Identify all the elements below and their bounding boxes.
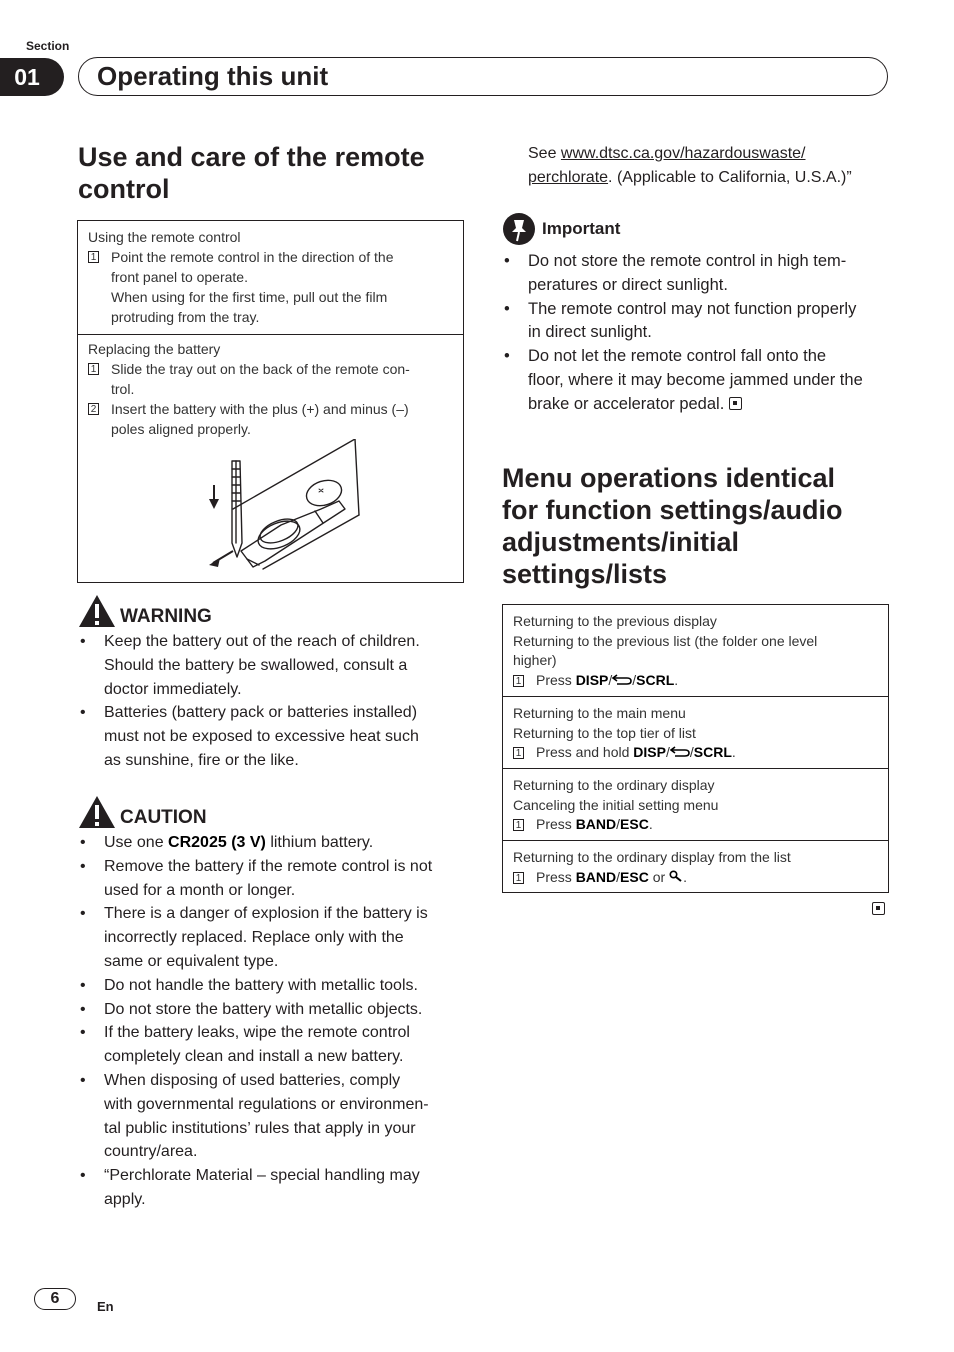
important-item: • The remote control may not function properly in direct sunlight.: [502, 298, 892, 346]
menu-sec-from-list: [503, 840, 888, 892]
replacing-step-1: [88, 359, 453, 399]
important-item: • Do not store the remote control in high tem- peratures or direct sunlight.: [502, 250, 892, 298]
menu-step: 1 Press BAND/ESC.: [513, 815, 878, 835]
important-pin-icon: [502, 212, 538, 246]
esc-key: ESC: [620, 868, 649, 885]
return-arrow-icon: [670, 746, 690, 757]
using-remote-section: [78, 221, 463, 334]
perchlorate-see-text: See www.dtsc.ca.gov/hazardouswaste/ perchlorate. (Applicable to California, U.S.A.)”: [528, 145, 852, 186]
scrl-key: SCRL: [693, 744, 732, 760]
menu-sec-line: higher): [513, 652, 557, 668]
dtsc-link[interactable]: www.dtsc.ca.gov/hazardouswaste/: [560, 145, 806, 162]
warning-item: • Batteries (battery pack or batteries installed) must not be exposed to excessive heat such as sunshine, fire or the like.: [78, 701, 470, 772]
menu-ops-heading: Menu operations identical for function settings/audio adjustments/initial settings/lists: [502, 463, 843, 589]
warning-list: [78, 630, 470, 773]
caution-list: [78, 831, 470, 1212]
warning-item: • Keep the battery out of the reach of children. Should the battery be swallowed, consult a doctor immediately.: [78, 630, 470, 701]
step-text-line: front panel to operate.: [111, 269, 248, 285]
step-text-line: protruding from the tray.: [111, 309, 260, 325]
warning-header: [78, 594, 470, 628]
battery-insertion-illustration: [203, 439, 363, 577]
menu-ops-box: [502, 604, 889, 893]
left-heading: Use and care of the remote control: [78, 142, 425, 204]
caution-item: • There is a danger of explosion if the battery is incorrectly replaced. Replace only with the same or equivalent type.: [78, 902, 470, 973]
important-header: [502, 212, 892, 246]
section-label: Section: [26, 39, 70, 53]
caution-item: • If the battery leaks, wipe the remote control completely clean and install a new battery.: [78, 1021, 470, 1069]
important-block: [502, 212, 892, 417]
section-number-badge: 01: [0, 58, 64, 96]
step-text-line: Point the remote control in the direction of the: [111, 249, 394, 265]
step-text-line: When using for the first time, pull out the film: [111, 289, 388, 305]
dtsc-link-cont[interactable]: perchlorate: [528, 169, 609, 186]
menu-sec-line: Returning to the previous list (the folder one level: [513, 632, 818, 649]
page-number: 6: [34, 1288, 76, 1310]
using-remote-title: Using the remote control: [88, 229, 241, 245]
menu-sec-line: Returning to the previous display: [513, 613, 717, 629]
menu-sec-previous: [503, 605, 888, 696]
scrl-key: SCRL: [636, 671, 675, 688]
caution-item: • Do not store the battery with metallic objects.: [78, 998, 470, 1022]
step-number: 1: [88, 251, 99, 263]
esc-key: ESC: [620, 816, 649, 832]
menu-step: 1 Press DISP/ /SCRL.: [513, 671, 878, 691]
caution-item: • When disposing of used batteries, comply with governmental regulations or environmen- tal public institutions’ rules that apply in your country/area.: [78, 1069, 470, 1164]
menu-sec-line: Returning to the ordinary display: [513, 777, 715, 793]
band-key: BAND: [575, 868, 617, 885]
battery-model: CR2025 (3 V): [168, 834, 266, 851]
left-heading-block: [78, 141, 468, 205]
important-title: Important: [542, 219, 621, 238]
replacing-battery-section: [78, 334, 463, 582]
caution-block: [78, 795, 470, 1212]
end-mark-icon: [872, 902, 885, 915]
caution-triangle-icon: [78, 795, 116, 829]
menu-sec-line: Canceling the initial setting menu: [513, 796, 719, 813]
menu-sec-line: Returning to the ordinary display from the list: [513, 849, 791, 865]
warning-block: [78, 594, 470, 773]
important-item: • Do not let the remote control fall onto the floor, where it may become jammed under the brake or accelerator pedal.: [502, 345, 892, 416]
warning-title: WARNING: [120, 606, 212, 627]
step-text-line: poles aligned properly.: [111, 421, 251, 437]
return-arrow-icon: [612, 674, 632, 685]
step-number: 1: [513, 675, 524, 687]
menu-sec-main: [503, 696, 888, 768]
step-text-line: Insert the battery with the plus (+) and minus (–): [111, 401, 409, 417]
caution-title: CAUTION: [120, 807, 207, 828]
step-text-line: Slide the tray out on the back of the remote con-: [111, 361, 410, 377]
caution-item: • Do not handle the battery with metallic tools.: [78, 974, 470, 998]
menu-sec-ordinary: [503, 768, 888, 840]
caution-item: • Use one CR2025 (3 V) lithium battery.: [78, 831, 470, 855]
disp-key: DISP: [575, 671, 609, 688]
caution-item: • Remove the battery if the remote control is not used for a month or longer.: [78, 855, 470, 903]
menu-ops-heading-block: [502, 462, 902, 590]
disp-key: DISP: [633, 744, 666, 760]
menu-step: 1 Press BAND/ESC or .: [513, 868, 878, 888]
band-key: BAND: [575, 816, 617, 832]
step-number: 1: [88, 363, 99, 375]
caution-header: [78, 795, 470, 829]
caution-item: • “Perchlorate Material – special handling may apply.: [78, 1164, 470, 1212]
section-title: Operating this unit: [97, 61, 329, 91]
menu-step: 1 Press and hold DISP/ /SCRL.: [513, 743, 878, 763]
step-number: 1: [513, 819, 524, 831]
replacing-step-2: [88, 399, 453, 439]
search-key-icon: [669, 870, 683, 882]
important-list: [502, 250, 892, 417]
language-code: En: [97, 1299, 114, 1314]
end-mark-icon: [729, 397, 742, 410]
menu-sec-line: Returning to the top tier of list: [513, 724, 696, 741]
step-text-line: trol.: [111, 381, 135, 397]
replacing-battery-title: Replacing the battery: [88, 341, 221, 357]
step-number: 1: [513, 747, 524, 759]
remote-procedure-box: [77, 220, 464, 583]
step-number: 1: [513, 872, 524, 884]
using-remote-step: [88, 247, 453, 327]
step-number: 2: [88, 403, 99, 415]
menu-sec-line: Returning to the main menu: [513, 705, 686, 721]
warning-triangle-icon: [78, 594, 116, 628]
